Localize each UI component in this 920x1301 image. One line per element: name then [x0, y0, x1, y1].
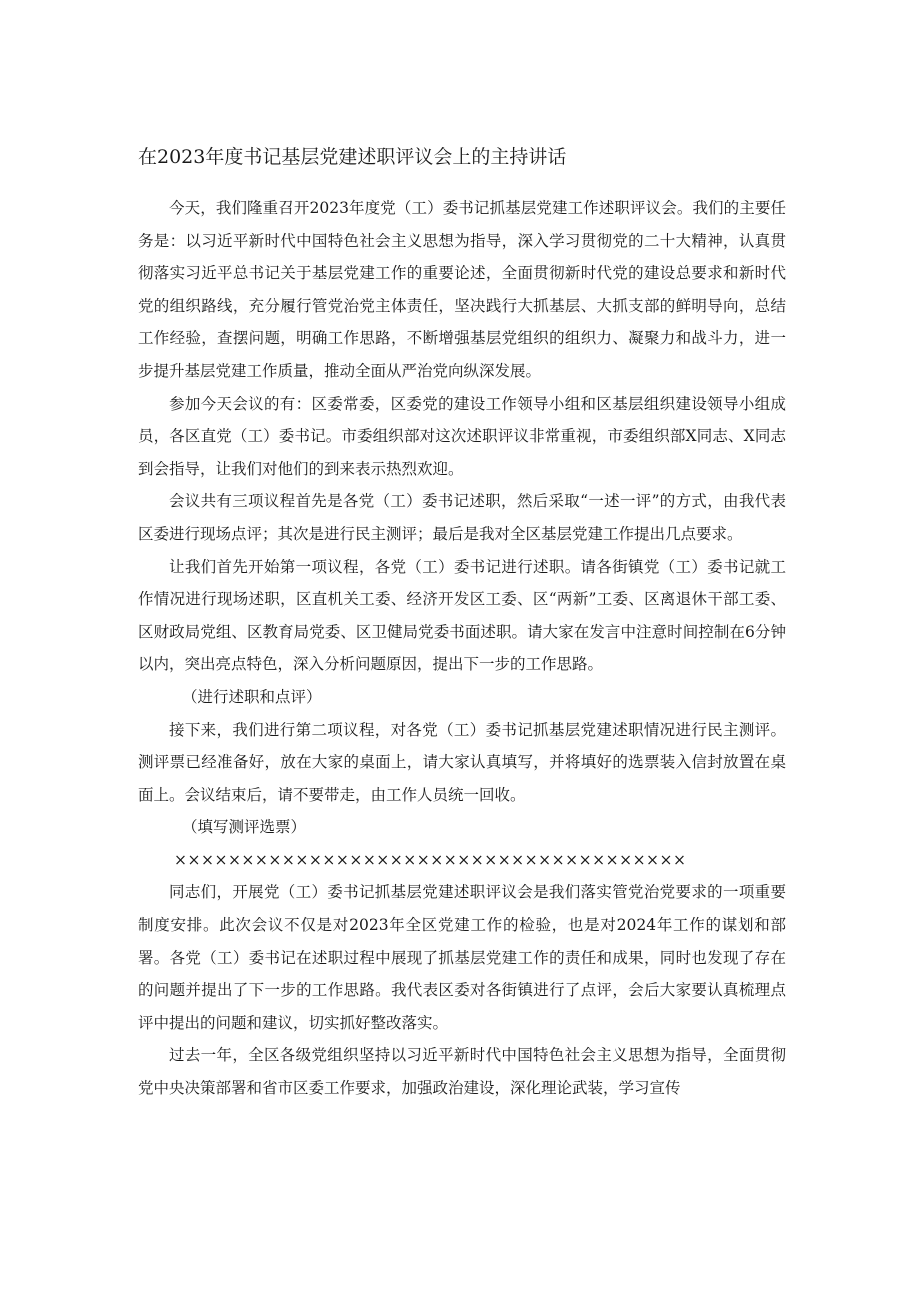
stage-note-reporting: （进行述职和点评）	[182, 687, 322, 706]
document-title: 在2023年度书记基层党建述职评议会上的主持讲话	[138, 146, 567, 168]
paragraph-agenda: 会议共有三项议程首先是各党（工）委书记述职，然后采取“一述一评”的方式，由我代表区委进行现场点评；其次是进行民主测评；最后是我对全区基层党建工作提出几点要求。	[138, 492, 786, 543]
paragraph-first-item: 让我们首先开始第一项议程，各党（工）委书记进行述职。请各街镇党（工）委书记就工作情况进行现场述职，区直机关工委、经济开发区工委、区“两新”工委、区离退休干部工委、区财政局党组、区教育局党委、区卫健局党委书面述职。请大家在发言中注意时间控制在6分钟以内，突出亮点特色，深入分析问题原因，提出下一步的工作思路。	[138, 557, 786, 674]
stage-note-voting: （填写测评选票）	[182, 818, 307, 837]
paragraph-past-year: 过去一年，全区各级党组织坚持以习近平新时代中国特色社会主义思想为指导，全面贯彻党中央决策部署和省市区委工作要求，加强政治建设，深化理论武装，学习宣传	[138, 1046, 786, 1098]
redacted-divider: ××××××××××××××××××××××××××××××××××××××	[174, 850, 687, 869]
paragraph-opening: 今天，我们隆重召开2023年度党（工）委书记抓基层党建工作述职评议会。我们的主要任务是：以习近平新时代中国特色社会主义思想为指导，深入学习贯彻党的二十大精神，认真贯彻落实习近平总书记关于基层党建工作的重要论述，全面贯彻新时代党的建设总要求和新时代党的组织路线，充分履行管党治党主体责任，坚决践行大抓基层、大抓支部的鲜明导向，总结工作经验，查摆问题，明确工作思路，不断增强基层党组织的组织力、凝聚力和战斗力，进一步提升基层党建工作质量，推动全面从严治党向纵深发展。	[138, 199, 786, 380]
paragraph-attendees: 参加今天会议的有：区委常委，区委党的建设工作领导小组和区基层组织建设领导小组成员，各区直党（工）委书记。市委组织部对这次述职评议非常重视，市委组织部X同志、X同志到会指导，让我们对他们的到来表示热烈欢迎。	[138, 394, 786, 478]
paragraph-summary: 同志们，开展党（工）委书记抓基层党建述职评议会是我们落实管党治党要求的一项重要制度安排。此次会议不仅是对2023年全区党建工作的检验，也是对2024年工作的谋划和部署。各党（工）委书记在述职过程中展现了抓基层党建工作的责任和成果，同时也发现了存在的问题并提出了下一步的工作思路。我代表区委对各街镇进行了点评，会后大家要认真梳理点评中提出的问题和建议，切实抓好整改落实。	[138, 883, 786, 1032]
document-body	[138, 192, 786, 1105]
paragraph-second-item: 接下来，我们进行第二项议程，对各党（工）委书记抓基层党建述职情况进行民主测评。测评票已经准备好，放在大家的桌面上，请大家认真填写，并将填好的选票装入信封放置在桌面上。会议结束后，请不要带走，由工作人员统一回收。	[138, 720, 786, 804]
